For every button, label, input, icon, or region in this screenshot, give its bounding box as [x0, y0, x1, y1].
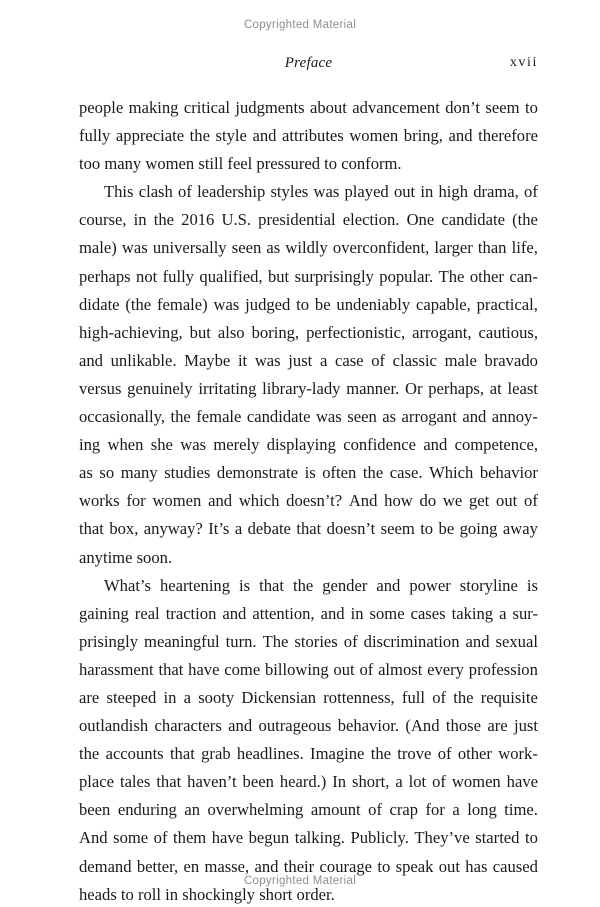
- text-line: perhaps not fully qualified, but surprisingly popular. The other can-: [79, 266, 538, 286]
- text-line: course, in the 2016 U.S. presidential election. One candidate (the: [79, 210, 538, 230]
- text-line: ing when she was merely displaying confidence and competence,: [79, 435, 538, 455]
- text-line: fully appreciate the style and attributes women bring, and therefore: [79, 126, 538, 146]
- paragraph: [79, 94, 538, 178]
- text-line: harassment that have come billowing out of almost every profession: [79, 659, 538, 679]
- text-line: And some of them have begun talking. Publicly. They’ve started to: [79, 828, 538, 848]
- text-line: occasionally, the female candidate was seen as arrogant and annoy-: [79, 407, 538, 427]
- text-line: male) was universally seen as wildly overconfident, larger than life,: [79, 238, 538, 258]
- text-line: anytime soon.: [79, 547, 173, 567]
- running-head-title: Preface: [284, 55, 333, 71]
- text-line: This clash of leadership styles was played out in high drama, of: [104, 182, 538, 202]
- text-line: heads to roll in shockingly short order.: [79, 884, 335, 904]
- text-line: the accounts that grab headlines. Imagine the trove of other work-: [79, 744, 538, 764]
- text-line: works for women and which doesn’t? And how do we get out of: [79, 491, 538, 511]
- copyright-watermark-bottom: Copyrighted Material: [243, 875, 357, 887]
- text-line: too many women still feel pressured to conform.: [79, 154, 402, 174]
- text-line: place tales that haven’t been heard.) In short, a lot of women have: [79, 772, 538, 792]
- page-number: xvii: [509, 55, 538, 70]
- text-line: and unlikable. Maybe it was just a case of classic male bravado: [79, 350, 538, 370]
- text-line: high-achieving, but also boring, perfectionistic, arrogant, cautious,: [79, 322, 538, 342]
- text-line: are steeped in a sooty Dickensian rottenness, full of the requisite: [79, 687, 538, 707]
- text-line: prisingly meaningful turn. The stories of discrimination and sexual: [79, 631, 538, 651]
- running-head: [79, 55, 538, 75]
- paragraph: [79, 178, 538, 571]
- text-line: outlandish characters and outrageous behavior. (And those are just: [79, 716, 538, 736]
- copyright-watermark-top: Copyrighted Material: [243, 19, 357, 31]
- text-line: gaining real traction and attention, and in some cases taking a sur-: [79, 603, 538, 623]
- text-line: been enduring an overwhelming amount of crap for a long time.: [79, 800, 538, 820]
- text-line: demand better, en masse, and their courage to speak out has caused: [79, 856, 538, 876]
- paragraph: [79, 572, 538, 907]
- text-line: versus genuinely irritating library-lady manner. Or perhaps, at least: [79, 378, 538, 398]
- text-line: What’s heartening is that the gender and power storyline is: [104, 575, 538, 595]
- text-line: as so many studies demonstrate is often the case. Which behavior: [79, 463, 538, 483]
- text-line: didate (the female) was judged to be undeniably capable, practical,: [79, 294, 538, 314]
- text-line: people making critical judgments about advancement don’t seem to: [79, 98, 538, 117]
- body-text: [79, 94, 538, 907]
- text-line: that box, anyway? It’s a debate that doesn’t seem to be going away: [79, 519, 538, 539]
